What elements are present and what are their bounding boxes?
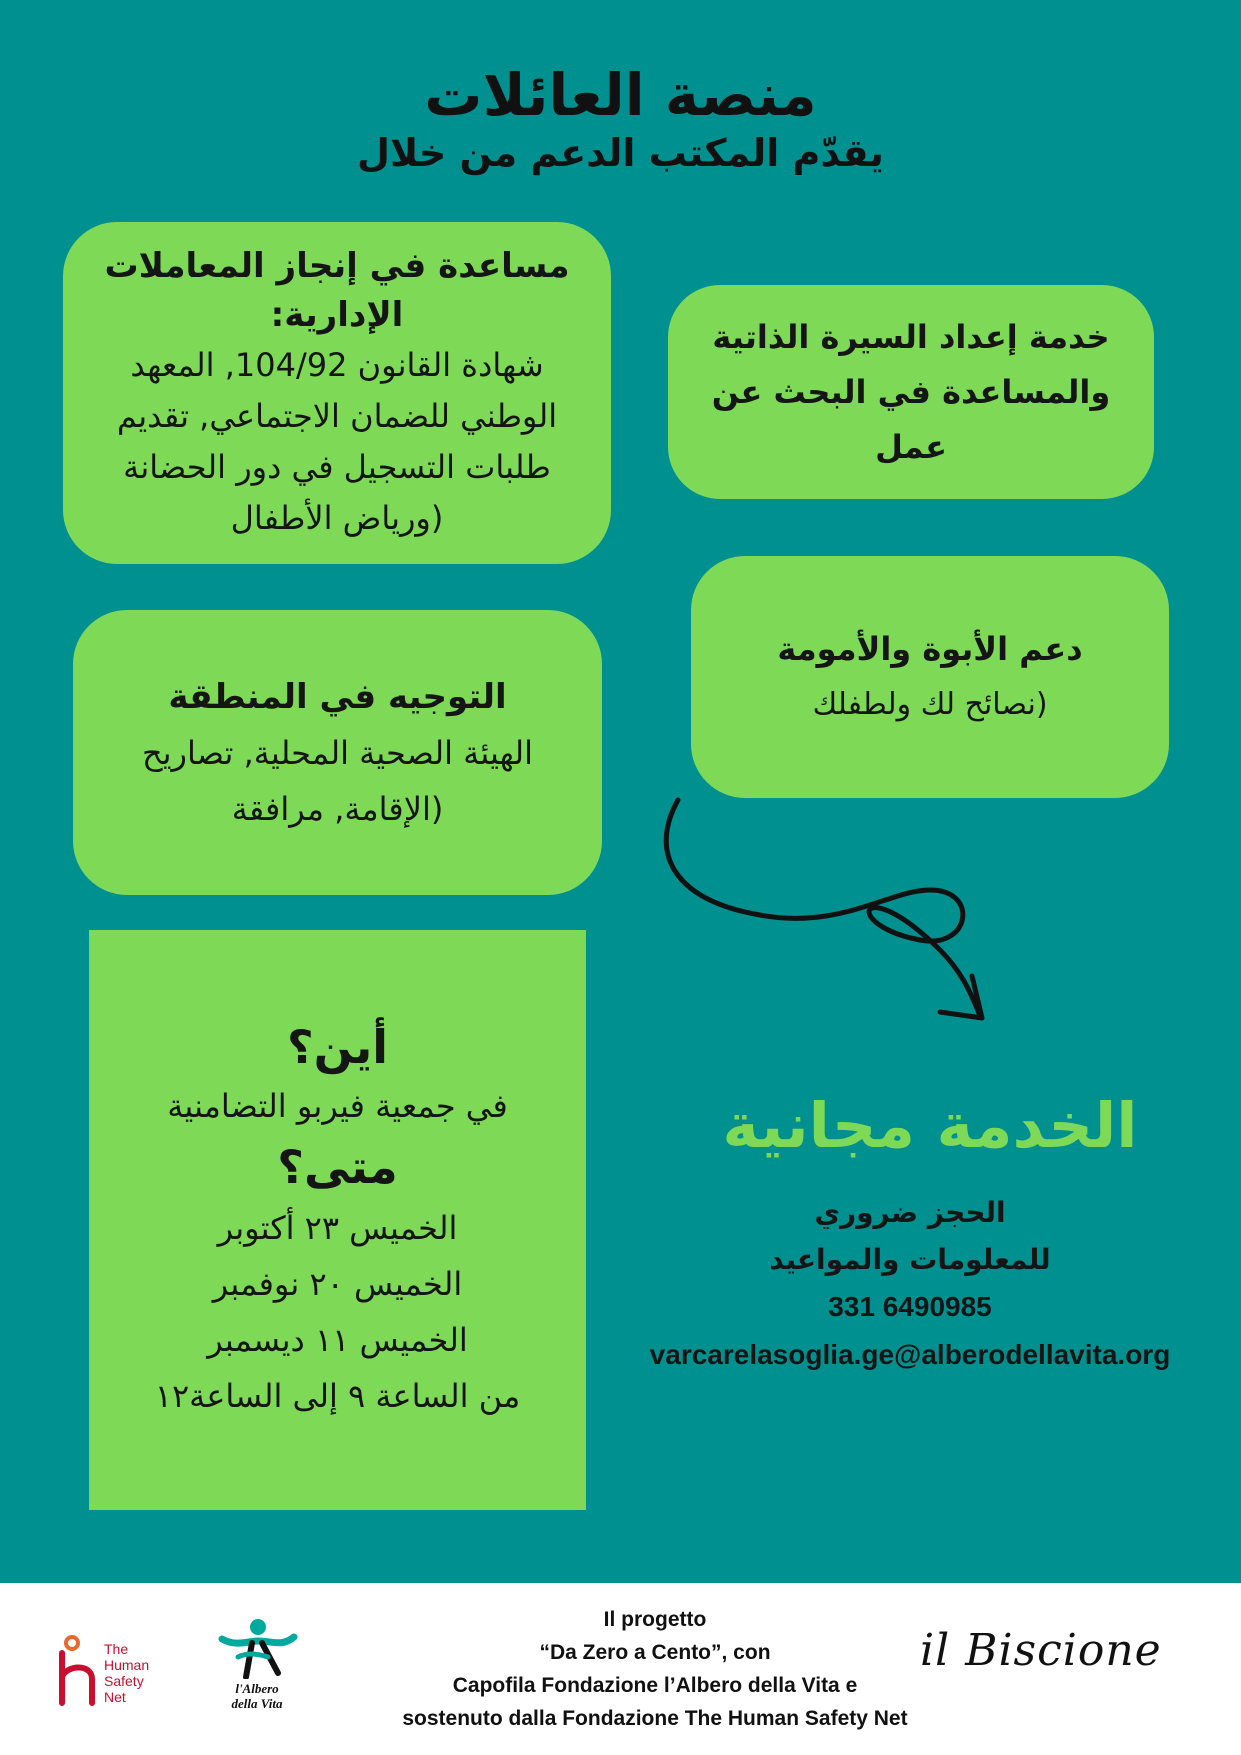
il-biscione-logo: il Biscione <box>920 1625 1162 1676</box>
card-territory-line-1: الهيئة الصحية المحلية, تصاريح <box>141 733 534 772</box>
hsn-h-icon <box>56 1635 100 1707</box>
card-cv-line-3: عمل <box>875 427 947 466</box>
project-line-2: “Da Zero a Cento”, con <box>539 1641 771 1664</box>
card-territory-line-2: (الإقامة, مرافقة <box>231 789 444 828</box>
curly-arrow-icon <box>640 790 1000 1060</box>
project-description <box>330 1603 980 1735</box>
albero-text-2: della Vita <box>231 1696 283 1711</box>
email-address[interactable]: varcarelasoglia.ge@alberodellavita.org <box>649 1339 1171 1370</box>
card-parenting-heading: دعم الأبوة والأمومة <box>777 630 1083 668</box>
albero-text-1: l'Albero <box>235 1681 279 1696</box>
card-admin-line-4: (ورياض الأطفال <box>230 499 444 537</box>
human-safety-net-logo <box>56 1635 176 1715</box>
hsn-text-2: Human <box>104 1657 150 1673</box>
card-parenting-detail: (نصائح لك ولطفلك <box>812 687 1048 722</box>
card-admin-line-3: طلبات التسجيل في دور الحضانة <box>123 448 551 486</box>
hours: من الساعة ٩ إلى الساعة١٢ <box>154 1377 521 1415</box>
where-answer: في جمعية فيربو التضامنية <box>167 1087 508 1125</box>
card-admin-heading: مساعدة في إنجاز المعاملات الإدارية: <box>104 246 570 335</box>
card-admin-line-2: الوطني للضمان الاجتماعي, تقديم <box>116 397 558 435</box>
date-3: الخميس ١١ ديسمبر <box>207 1321 468 1359</box>
card-admin-line-1: شهادة القانون 104/92, المعهد <box>130 346 544 384</box>
project-line-4: sostenuto dalla Fondazione The Human Safety Net <box>402 1707 908 1730</box>
booking-required: الحجز ضروري <box>814 1196 1006 1229</box>
card-cv-line-2: والمساعدة في البحث عن <box>711 372 1111 411</box>
where-when-box <box>89 930 586 1510</box>
date-1: الخميس ٢٣ أكتوبر <box>217 1209 458 1247</box>
card-territory-orientation <box>73 610 602 895</box>
page-subtitle: يقدّم المكتب الدعم من خلال <box>357 131 884 175</box>
free-service-label: الخدمة مجانية <box>722 1089 1138 1162</box>
hsn-text-4: Net <box>104 1689 126 1705</box>
footer <box>0 1583 1241 1755</box>
card-territory-heading: التوجيه في المنطقة <box>168 676 507 717</box>
card-parenting-support <box>691 556 1169 798</box>
albero-figure-icon <box>216 1617 300 1679</box>
phone-number[interactable]: 331 6490985 <box>828 1291 992 1322</box>
project-line-1: Il progetto <box>603 1608 707 1631</box>
card-cv-job-search <box>668 285 1154 499</box>
when-question: متى؟ <box>277 1140 398 1194</box>
albero-della-vita-logo <box>212 1617 302 1727</box>
where-question: أين؟ <box>286 1020 389 1074</box>
hsn-text-3: Safety <box>104 1673 144 1689</box>
date-2: الخميس ٢٠ نوفمبر <box>212 1265 463 1303</box>
hsn-text-1: The <box>104 1641 129 1657</box>
project-line-3: Capofila Fondazione l’Albero della Vita e <box>452 1674 858 1697</box>
card-admin-procedures <box>63 222 611 564</box>
card-cv-line-1: خدمة إعداد السيرة الذاتية <box>712 317 1110 356</box>
page-title: منصة العائلات <box>424 61 817 129</box>
info-appointments: للمعلومات والمواعيد <box>769 1243 1051 1276</box>
